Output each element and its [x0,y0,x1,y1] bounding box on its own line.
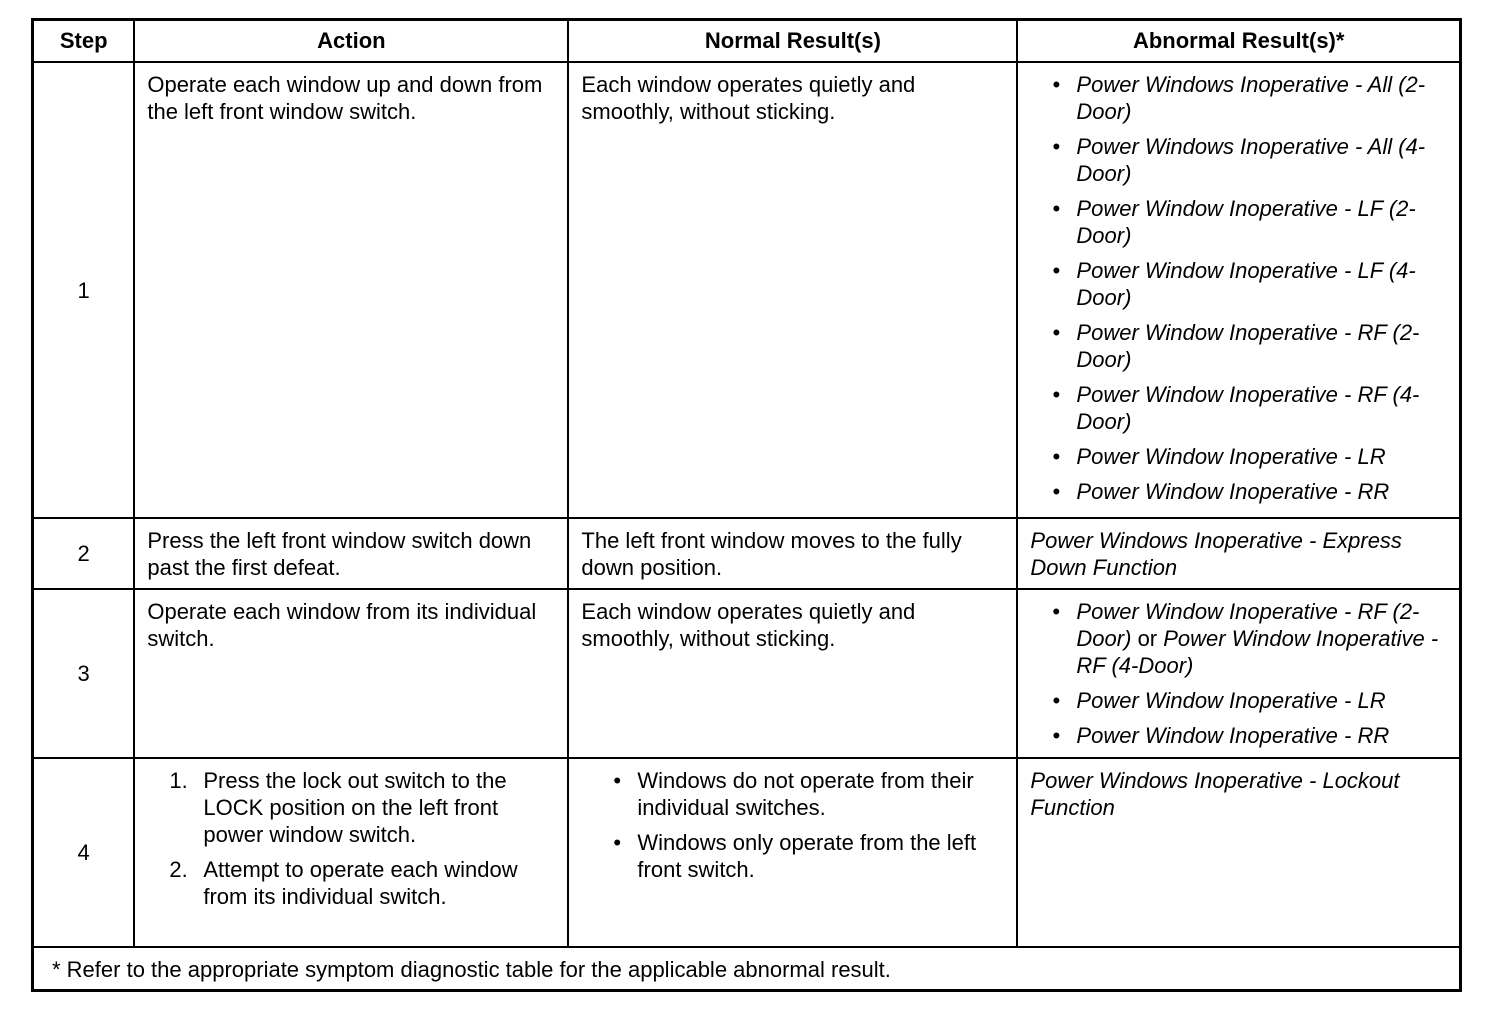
abnormal-result-item: • Power Window Inoperative - RR [1030,478,1449,505]
abnormal-text: Power Window Inoperative - RF (2-Door) [1076,599,1420,651]
abnormal-result-item: • Power Windows Inoperative - All (4-Door) [1030,133,1449,187]
normal-result-item: • Windows do not operate from their individual switches. [581,767,1006,821]
action-cell: Operate each window up and down from the left front window switch. [134,62,568,518]
abnormal-text: Power Window Inoperative - RF (4-Door) [1076,626,1439,678]
abnormal-result-cell: Power Windows Inoperative - Lockout Function [1017,758,1460,947]
normal-result-item: • Windows only operate from the left front switch. [581,829,1006,883]
abnormal-result-item: • Power Window Inoperative - LF (4-Door) [1030,257,1449,311]
step-number: 1 [33,62,135,518]
normal-result-cell [568,758,1017,947]
abnormal-result-item: • Power Windows Inoperative - All (2-Door) [1030,71,1449,125]
normal-result-cell: The left front window moves to the fully down position. [568,518,1017,589]
abnormal-result-cell [1017,62,1460,518]
abnormal-result-item: • Power Window Inoperative - RF (2-Door) [1030,319,1449,373]
action-step [147,856,557,910]
normal-result-cell: Each window operates quietly and smoothly, without sticking. [568,62,1017,518]
header-normal-results: Normal Result(s) [568,20,1017,63]
table-row [33,758,1461,947]
action-cell: Press the left front window switch down past the first defeat. [134,518,568,589]
step-number: 3 [33,589,135,758]
step-number: 4 [33,758,135,947]
step-text: Press the lock out switch to the LOCK position on the left front power window switch. [203,768,507,847]
table-row [33,589,1461,758]
table-header-row [33,20,1461,63]
step-num: 2. [169,857,188,882]
action-cell: Operate each window from its individual switch. [134,589,568,758]
header-step: Step [33,20,135,63]
normal-result-cell: Each window operates quietly and smoothly, without sticking. [568,589,1017,758]
table-row [33,518,1461,589]
action-cell [134,758,568,947]
abnormal-result-item: • Power Window Inoperative - LF (2-Door) [1030,195,1449,249]
footnote: * Refer to the appropriate symptom diagnostic table for the applicable abnormal result. [33,947,1461,991]
header-action: Action [134,20,568,63]
abnormal-result-item: • Power Window Inoperative - LR [1030,687,1449,714]
action-step [147,767,557,848]
diagnostic-table [31,18,1462,992]
table-row [33,62,1461,518]
header-abnormal-results: Abnormal Result(s)* [1017,20,1460,63]
step-number: 2 [33,518,135,589]
abnormal-result-item: • Power Window Inoperative - RR [1030,722,1449,749]
footnote-row [33,947,1461,991]
abnormal-result-cell: Power Windows Inoperative - Express Down Function [1017,518,1460,589]
abnormal-result-item: • Power Window Inoperative - RF (4-Door) [1030,381,1449,435]
step-text: Attempt to operate each window from its individual switch. [203,857,518,909]
or-text: or [1137,626,1158,651]
step-num: 1. [169,768,188,793]
abnormal-result-item: • Power Window Inoperative - LR [1030,443,1449,470]
abnormal-result-item [1030,598,1449,679]
abnormal-result-cell [1017,589,1460,758]
